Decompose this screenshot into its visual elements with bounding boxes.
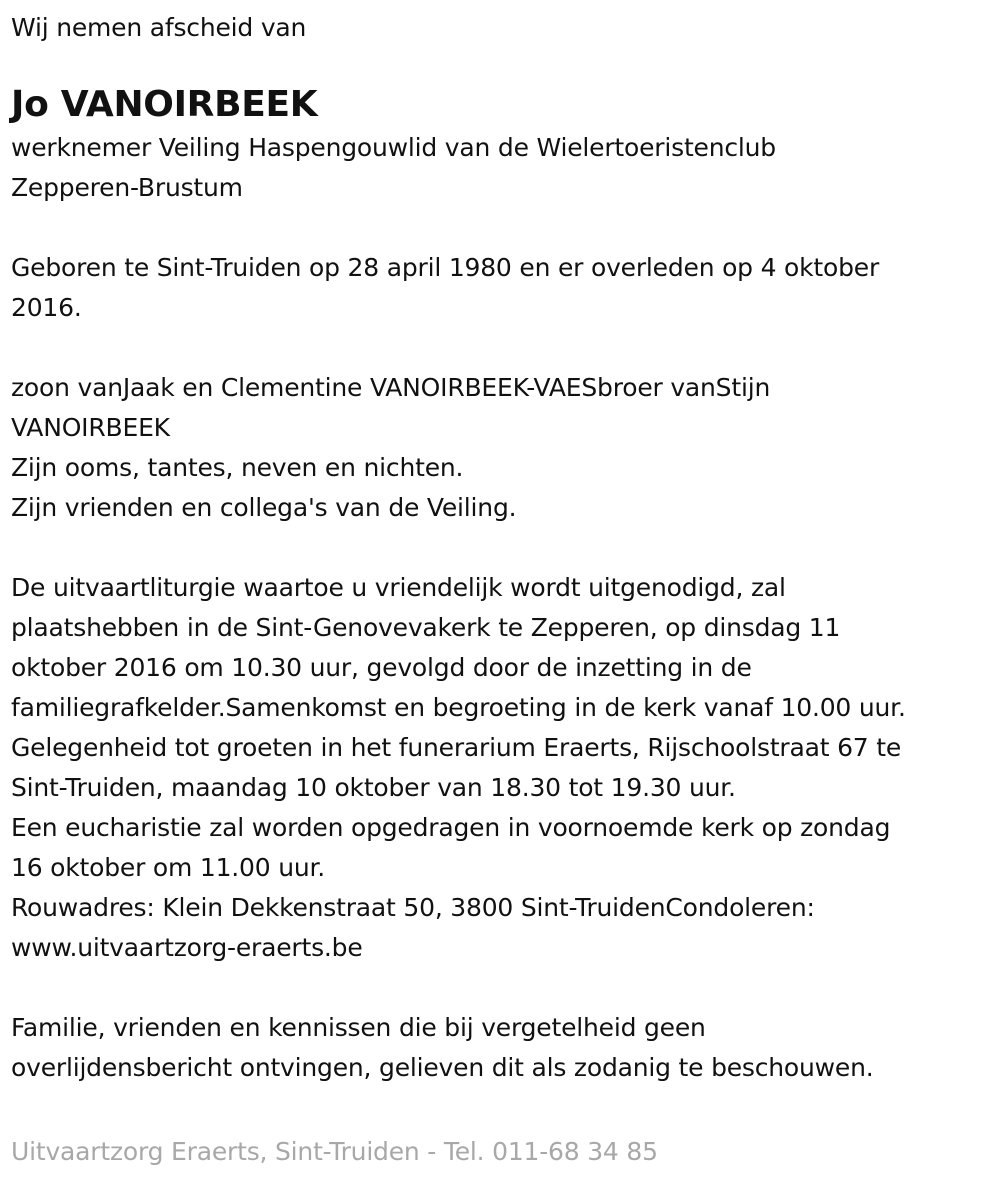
ceremony-line: Rouwadres: Klein Dekkenstraat 50, 3800 Sint-TruidenCondoleren: [11, 893, 815, 922]
family-block [11, 368, 989, 528]
closing-line: Familie, vrienden en kennissen die bij vergetelheid geen [11, 1013, 706, 1042]
ceremony-line: De uitvaartliturgie waartoe u vriendelijk wordt uitgenodigd, zal [11, 573, 786, 602]
birth-death-line: Geboren te Sint-Truiden op 28 april 1980 en er overleden op 4 oktober [11, 253, 880, 282]
birth-death-line: 2016. [11, 293, 82, 322]
deceased-name: Jo VANOIRBEEK [11, 84, 318, 125]
occupation-line: Zepperen-Brustum [11, 173, 243, 202]
funeral-home-footer: Uitvaartzorg Eraerts, Sint-Truiden - Tel. 011-68 34 85 [11, 1137, 658, 1166]
family-line: Zijn vrienden en collega's van de Veiling. [11, 493, 517, 522]
ceremony-line: familiegrafkelder.Samenkomst en begroeting in de kerk vanaf 10.00 uur. [11, 693, 906, 722]
ceremony-block [11, 568, 989, 968]
ceremony-line: Gelegenheid tot groeten in het funerarium Eraerts, Rijschoolstraat 67 te [11, 733, 902, 762]
family-line: VANOIRBEEK [11, 413, 170, 442]
ceremony-line: www.uitvaartzorg-eraerts.be [11, 933, 363, 962]
family-line: Zijn ooms, tantes, neven en nichten. [11, 453, 464, 482]
ceremony-line: plaatshebben in de Sint-Genovevakerk te Zepperen, op dinsdag 11 [11, 613, 841, 642]
ceremony-line: oktober 2016 om 10.30 uur, gevolgd door de inzetting in de [11, 653, 752, 682]
ceremony-line: Een eucharistie zal worden opgedragen in voornoemde kerk op zondag [11, 813, 891, 842]
family-line: zoon vanJaak en Clementine VANOIRBEEK-VAESbroer vanStijn [11, 373, 771, 402]
ceremony-line: 16 oktober om 11.00 uur. [11, 853, 326, 882]
occupation-block [11, 128, 989, 208]
occupation-line: werknemer Veiling Haspengouwlid van de Wielertoeristenclub [11, 133, 776, 162]
closing-line: overlijdensbericht ontvingen, gelieven dit als zodanig te beschouwen. [11, 1053, 874, 1082]
closing-block [11, 1008, 989, 1088]
ceremony-line: Sint-Truiden, maandag 10 oktober van 18.30 tot 19.30 uur. [11, 773, 736, 802]
intro-text: Wij nemen afscheid van [11, 13, 307, 42]
birth-death-block [11, 248, 989, 328]
